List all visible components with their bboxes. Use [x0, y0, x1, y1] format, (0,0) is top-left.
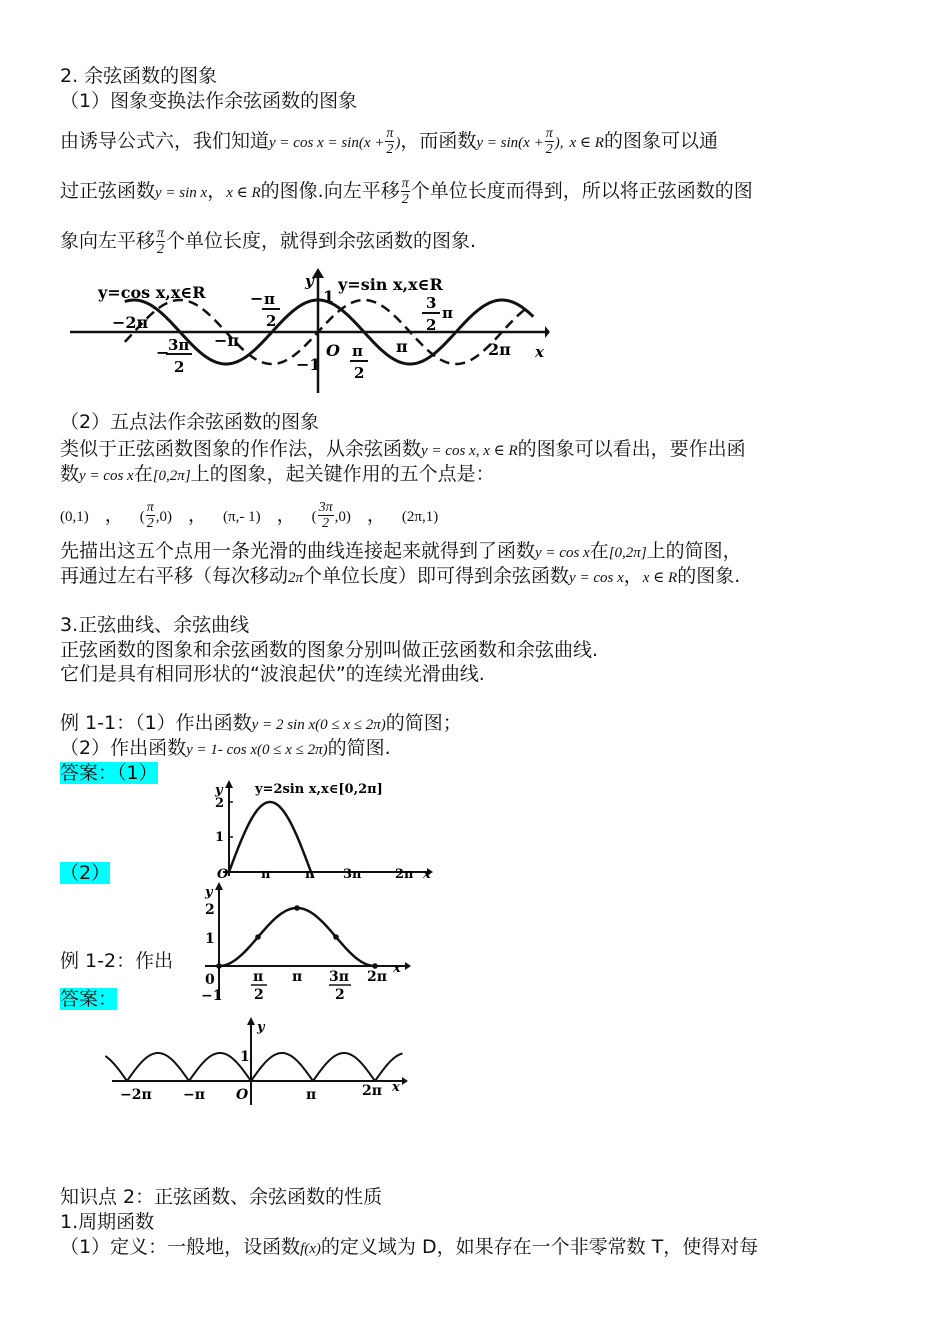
text: 个单位长度，就得到余弦函数的图象.	[166, 230, 477, 252]
origin-label: O	[236, 1087, 249, 1103]
text: 上的图象，起关键作用的五个点是：	[190, 463, 495, 485]
key-point-4	[333, 934, 339, 940]
tick-label-pi: π	[292, 969, 303, 985]
numerator: π	[401, 176, 409, 191]
text: 的定义域为 D，如果存在一个非零常数 T，使得对每	[320, 1236, 759, 1258]
formula: x ∈ R	[642, 570, 678, 586]
tick-label-1: 1	[205, 931, 215, 947]
key-point-2	[255, 934, 261, 940]
formula: x ∈ R	[226, 185, 261, 201]
text: 的图象可以看出，要作出函	[517, 438, 746, 460]
tick-label-pi-2-num: π	[253, 969, 264, 985]
numerator: π	[157, 226, 165, 241]
cos-label: y=cos x,x∈R	[98, 283, 206, 302]
example-1-1-line-1	[60, 711, 462, 737]
formula: [0,2π]	[608, 545, 647, 561]
x-axis-arrow	[545, 326, 550, 338]
tick-label-3pi-2-den: 2	[335, 987, 345, 1003]
formula: y = cos x	[535, 545, 590, 561]
tick-label-3pi-2-num: 3π	[329, 969, 349, 985]
tick-label-1: 1	[240, 1049, 250, 1065]
fraction-pi-over-2	[156, 226, 165, 257]
text: 象向左平移	[60, 230, 156, 252]
tick-label-pi-2-num: π	[352, 342, 363, 360]
tick-label-pi: π	[305, 867, 315, 878]
point-1: (0,1)	[60, 509, 89, 525]
y-axis-label: y	[205, 885, 213, 900]
example-1-2-line: 例 1-2：作出	[60, 950, 174, 972]
tick-label-neg-pi: −π	[214, 331, 240, 350]
text: 的简图.	[327, 737, 391, 759]
text: 的简图；	[385, 712, 462, 734]
paragraph-2-line-2	[60, 462, 495, 488]
tick-label-neg-pi-2-num: π	[264, 290, 275, 308]
tick-label-2pi: 2π	[395, 867, 414, 878]
key-point-1	[216, 963, 222, 969]
formula: y = cos x	[79, 468, 134, 484]
formula: y = cos x = sin(x +	[269, 135, 385, 151]
tick-label-pi-2-den: 2	[354, 364, 365, 382]
text: 在	[133, 463, 153, 485]
sin-cos-graph-figure	[60, 268, 550, 396]
tick-label-pi-2-den: 2	[254, 987, 264, 1003]
point-2: ,0)	[155, 509, 173, 525]
denominator: 2	[157, 242, 165, 257]
tick-label-neg-1: −1	[296, 355, 321, 374]
tick-label-2pi: 2π	[488, 340, 511, 359]
x-axis-label: x	[423, 867, 431, 878]
text: 个单位长度而得到，所以将正弦函数的图	[410, 180, 753, 202]
subsection-2-title: （2）五点法作余弦函数的图象	[60, 411, 320, 433]
one-minus-cos-graph-figure	[195, 882, 415, 1007]
numerator: π	[146, 500, 154, 515]
tick-label-3pi-2-pi: π	[442, 304, 453, 322]
answer-highlight: 答案：（1）	[60, 762, 158, 784]
y-axis-arrow	[312, 268, 324, 278]
tick-label-pi: π	[306, 1087, 317, 1103]
five-points	[60, 500, 438, 531]
point-5: (2π,1)	[401, 509, 439, 525]
comma: ，	[104, 504, 124, 526]
denominator: 2	[386, 142, 394, 157]
point-3: (π,- 1)	[223, 509, 261, 525]
subsection-1-title: （1）图象变换法作余弦函数的图象	[60, 90, 358, 112]
tick-label-neg-3pi-2-den: 2	[174, 358, 185, 376]
text: 例 1-1：（1）作出函数	[60, 712, 252, 734]
y-axis-label: y	[257, 1020, 265, 1035]
sin-label: y=sin x,x∈R	[338, 275, 443, 294]
formula: )	[395, 135, 401, 151]
section-3-line-2: 它们是具有相同形状的“波浪起伏”的连续光滑曲线.	[60, 663, 485, 685]
point-2: (	[139, 509, 145, 525]
text: 由诱导公式六，我们知道	[60, 130, 270, 152]
text: 的图象可以通	[603, 130, 718, 152]
origin-label: O	[326, 341, 340, 360]
formula: [0,2π]	[152, 468, 191, 484]
text: 先描出这五个点用一条光滑的曲线连接起来就得到了函数	[60, 540, 536, 562]
curve-label: y=2sin x,x∈[0,2π]	[255, 782, 383, 797]
x-axis-label: x	[393, 961, 401, 976]
text: 类似于正弦函数图象的作作法，从余弦函数	[60, 438, 422, 460]
text: 在	[589, 540, 609, 562]
x-axis-label: x	[535, 343, 544, 361]
answer-highlight: （2）	[60, 862, 111, 884]
formula: f(x)	[300, 1241, 321, 1257]
text: 过正弦函数	[60, 180, 156, 202]
numerator: π	[545, 126, 553, 141]
tick-label-3pi-2-num: 3	[426, 294, 437, 312]
tick-label-neg-2pi: −2π	[120, 1087, 152, 1103]
denominator: 2	[401, 192, 409, 207]
tick-label-2: 2	[215, 796, 225, 811]
text: 再通过左右平移（每次移动	[60, 565, 289, 587]
text: ，而函数	[400, 130, 477, 152]
formula: y = cos x, x ∈ R	[421, 443, 518, 459]
key-point-3	[294, 905, 300, 911]
paragraph-2-line-1	[60, 437, 746, 463]
tick-label-neg-pi-2-den: 2	[266, 312, 277, 330]
comma: ，	[366, 504, 386, 526]
x-axis-arrow	[402, 1077, 408, 1085]
section-3-line-1: 正弦函数的图象和余弦函数的图象分别叫做正弦函数和余弦曲线.	[60, 639, 599, 661]
answer-highlight: 答案：	[60, 988, 118, 1010]
formula: y = sin x	[155, 185, 208, 201]
tick-label-pi-2: π	[261, 867, 271, 878]
key-point-5	[372, 963, 378, 969]
one-minus-cos-curve	[219, 908, 375, 966]
formula: y = cos x	[569, 570, 624, 586]
abs-sin-curve	[105, 1053, 402, 1081]
origin-label: O	[217, 867, 229, 878]
fraction-pi-over-2	[545, 126, 554, 157]
formula: y = sin(x +	[476, 135, 544, 151]
abs-sin-graph-figure	[90, 1015, 530, 1117]
example-1-1-line-2	[60, 736, 391, 762]
answer-3-label	[60, 987, 117, 1011]
denominator: 2	[322, 516, 330, 531]
periodic-function-heading: 1.周期函数	[60, 1211, 155, 1233]
formula: ),	[554, 135, 564, 151]
minus-sign: −	[156, 343, 170, 362]
text: （2）作出函数	[60, 737, 187, 759]
two-sin-curve	[229, 802, 317, 878]
fraction-pi-over-2	[401, 176, 410, 207]
definition-line	[60, 1235, 758, 1261]
y-axis-arrow	[225, 780, 233, 788]
tick-label-pi: π	[396, 337, 408, 356]
denominator: 2	[146, 516, 154, 531]
paragraph-3-line-2: 再通过左右平移（每次移动2π个单位长度）即可得到余弦函数y = cos x，x ∈ R的图象.	[60, 565, 741, 587]
tick-label-2pi: 2π	[362, 1083, 382, 1099]
formula: x ∈ R	[569, 135, 604, 151]
text: 的图像.向左平移	[260, 180, 400, 202]
text: （1）定义：一般地，设函数	[60, 1236, 301, 1258]
paragraph-3-line-1	[60, 539, 742, 565]
y-axis-label: y	[305, 272, 314, 290]
numerator: 3π	[318, 500, 333, 515]
tick-label-neg-1: −1	[201, 988, 223, 1004]
origin-label: 0	[205, 972, 215, 988]
y-axis-label: y	[215, 783, 223, 798]
text: 的图象.	[677, 565, 741, 587]
tick-label-2pi: 2π	[367, 969, 387, 985]
comma: ，	[188, 504, 208, 526]
section-2-title: 2. 余弦函数的图象	[60, 65, 218, 87]
tick-label-3pi-2: 3π	[343, 867, 362, 878]
y-axis-arrow	[247, 1017, 255, 1025]
tick-label-neg-3pi-2-num: 3π	[168, 336, 190, 354]
tick-label-neg-pi: −π	[183, 1087, 205, 1103]
minus-sign: −	[250, 289, 264, 308]
formula: 2π	[288, 570, 304, 586]
paragraph-1-line-2: 过正弦函数y = sin x，x ∈ R的图像.向左平移 $\frac{\pi}{2}$ 个单位长度而得到，所以将正弦函数的图	[60, 176, 753, 207]
formula: y = 2 sin x(0 ≤ x ≤ 2π)	[251, 717, 386, 733]
point-4: ,0)	[334, 509, 351, 525]
tick-label-1: 1	[323, 287, 335, 306]
paragraph-1-line-1	[60, 126, 718, 157]
fraction-pi-over-2	[385, 126, 394, 157]
denominator: 2	[545, 142, 553, 157]
answer-2-label	[60, 861, 110, 885]
point-4: (	[311, 509, 317, 525]
numerator: π	[386, 126, 394, 141]
x-axis-label: x	[392, 1080, 400, 1095]
tick-label-1: 1	[215, 830, 225, 845]
text: 上的简图，	[646, 540, 742, 562]
fraction-3pi-over-2	[318, 500, 334, 531]
knowledge-point-2-title: 知识点 2：正弦函数、余弦函数的性质	[60, 1186, 383, 1208]
two-sin-graph-figure	[195, 778, 435, 878]
comma: ，	[276, 504, 296, 526]
paragraph-1-line-3	[60, 226, 476, 257]
answer-1-label	[60, 761, 158, 785]
tick-label-2: 2	[205, 902, 215, 918]
x-axis-arrow	[405, 962, 411, 970]
tick-label-neg-2pi: −2π	[112, 313, 149, 332]
tick-label-3pi-2-den: 2	[426, 316, 437, 334]
y-axis-arrow	[215, 882, 223, 890]
fraction-pi-over-2	[146, 500, 155, 531]
key-points	[216, 905, 378, 969]
text: 个单位长度）即可得到余弦函数	[303, 565, 570, 587]
text: 数	[60, 463, 80, 485]
formula: y = 1- cos x(0 ≤ x ≤ 2π)	[186, 742, 328, 758]
section-3-title: 3.正弦曲线、余弦曲线	[60, 614, 250, 636]
